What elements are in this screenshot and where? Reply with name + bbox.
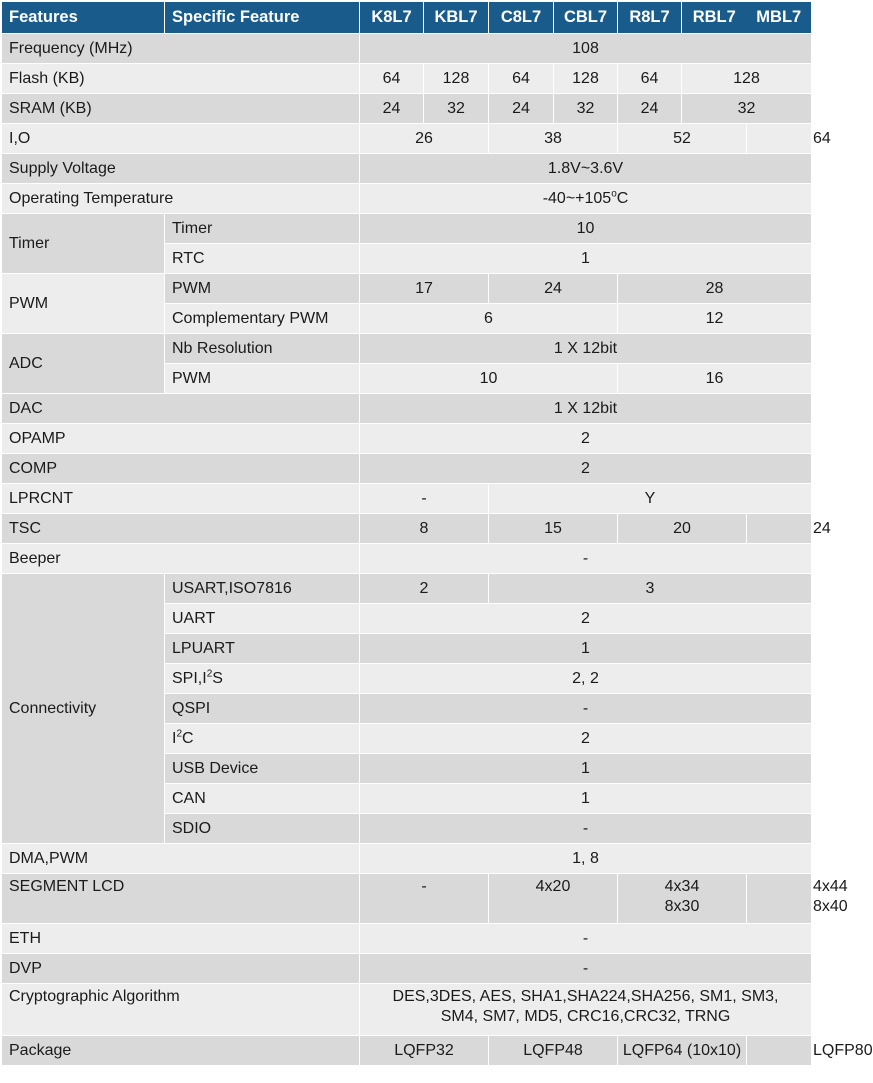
row-label: Timer [2, 214, 165, 274]
row-label: DMA,PWM [2, 844, 360, 874]
cell-value: LQFP64 (10x10) [618, 1036, 747, 1066]
spi-label-suffix: S [212, 669, 223, 687]
row-label: COMP [2, 454, 360, 484]
cell-value: 24 [360, 94, 424, 124]
feature-table [1, 1, 873, 1066]
sub-label: LPUART [165, 634, 360, 664]
sub-label: Timer [165, 214, 360, 244]
header-model: K8L7 [360, 2, 424, 34]
cell-value: 64 [618, 64, 682, 94]
spi-label-prefix: SPI,I [172, 669, 207, 687]
row-operating-temperature [2, 184, 812, 214]
header-model: CBL7 [554, 2, 618, 34]
row-timer [2, 214, 812, 244]
row-lprcnt [2, 484, 812, 514]
sub-label: Nb Resolution [165, 334, 360, 364]
sub-label: RTC [165, 244, 360, 274]
sub-label: SDIO [165, 814, 360, 844]
cell-value: 128 [682, 64, 812, 94]
cell-value: 24 [489, 94, 554, 124]
lcd-value-line: 4x34 [664, 878, 700, 895]
row-io [2, 124, 812, 154]
crypto-line: SM4, SM7, MD5, CRC16,CRC32, TRNG [440, 1008, 731, 1025]
temp-range: -40~+105 [542, 189, 612, 207]
cell-value: 64 [489, 64, 554, 94]
cell-value: 2 [360, 424, 812, 454]
row-label: TSC [2, 514, 360, 544]
cell-value: 8 [360, 514, 489, 544]
row-label: Operating Temperature [2, 184, 360, 214]
cell-value: 38 [489, 124, 618, 154]
cell-value: 1 [360, 244, 812, 274]
row-beeper [2, 544, 812, 574]
row-label: I,O [2, 124, 360, 154]
cell-value: 128 [554, 64, 618, 94]
row-label: Supply Voltage [2, 154, 360, 184]
row-label: PWM [2, 274, 165, 334]
cell-value: 24 [489, 274, 618, 304]
i2c-label-sup: 2 [176, 728, 183, 740]
cell-value: Y [489, 484, 812, 514]
row-sram [2, 94, 812, 124]
cell-value [360, 984, 812, 1036]
cell-value [360, 184, 812, 214]
cell-value: - [360, 694, 812, 724]
cell-value: 32 [424, 94, 489, 124]
cell-value: 108 [360, 34, 812, 64]
cell-value: 24 [618, 94, 682, 124]
sub-label: PWM [165, 274, 360, 304]
cell-value: LQFP80 [747, 1036, 812, 1066]
header-model-mbl7: MBL7 [756, 8, 802, 27]
cell-value: 6 [360, 304, 618, 334]
cell-value: 32 [682, 94, 812, 124]
cell-value [618, 874, 747, 924]
row-dma [2, 844, 812, 874]
sub-label: USART,ISO7816 [165, 574, 360, 604]
cell-value: 12 [618, 304, 812, 334]
row-label: DVP [2, 954, 360, 984]
header-model: C8L7 [489, 2, 554, 34]
row-label: Package [2, 1036, 360, 1066]
i2c-label-prefix: I [172, 729, 177, 747]
cell-value: 1.8V~3.6V [360, 154, 812, 184]
header-features: Features [2, 2, 165, 34]
cell-value: LQFP32 [360, 1036, 489, 1066]
row-tsc [2, 514, 812, 544]
row-label: Beeper [2, 544, 360, 574]
cell-value: 24 [747, 514, 812, 544]
row-usart [2, 574, 812, 604]
row-label: ETH [2, 924, 360, 954]
header-model [682, 2, 812, 34]
cell-value: 2 [360, 604, 812, 634]
sub-label [165, 724, 360, 754]
cell-value: - [360, 874, 489, 924]
row-supply-voltage [2, 154, 812, 184]
row-pwm [2, 274, 812, 304]
sub-label: UART [165, 604, 360, 634]
header-model: R8L7 [618, 2, 682, 34]
cell-value: 10 [360, 214, 812, 244]
cell-value: 2 [360, 724, 812, 754]
row-label: SRAM (KB) [2, 94, 360, 124]
sub-label: CAN [165, 784, 360, 814]
cell-value: 1 [360, 754, 812, 784]
row-cryptographic-algorithm [2, 984, 812, 1036]
cell-value: - [360, 924, 812, 954]
row-segment-lcd [2, 874, 812, 924]
row-adc [2, 334, 812, 364]
cell-value: 32 [554, 94, 618, 124]
sub-label [165, 664, 360, 694]
degree-sup: o [611, 188, 617, 200]
i2c-label-suffix: C [182, 729, 194, 747]
cell-value: 2 [360, 574, 489, 604]
cell-value: 1 X 12bit [360, 334, 812, 364]
cell-value: 1, 8 [360, 844, 812, 874]
row-eth [2, 924, 812, 954]
crypto-line: DES,3DES, AES, SHA1,SHA224,SHA256, SM1, SM3, [392, 988, 779, 1005]
cell-value: 64 [747, 124, 812, 154]
sub-label: Complementary PWM [165, 304, 360, 334]
row-flash [2, 64, 812, 94]
cell-value: 4x20 [489, 874, 618, 924]
header-model: KBL7 [424, 2, 489, 34]
row-label: Flash (KB) [2, 64, 360, 94]
row-label: LPRCNT [2, 484, 360, 514]
row-label: Cryptographic Algorithm [2, 984, 360, 1036]
cell-value: - [360, 544, 812, 574]
cell-value: 3 [489, 574, 812, 604]
row-dac [2, 394, 812, 424]
cell-value: - [360, 814, 812, 844]
row-label: Frequency (MHz) [2, 34, 360, 64]
lcd-value-line: 8x30 [664, 898, 700, 915]
cell-value: 1 [360, 634, 812, 664]
cell-value: LQFP48 [489, 1036, 618, 1066]
cell-value: 15 [489, 514, 618, 544]
temp-unit: C [616, 189, 629, 207]
row-opamp [2, 424, 812, 454]
row-frequency [2, 34, 812, 64]
sub-label: USB Device [165, 754, 360, 784]
cell-value: 28 [618, 274, 812, 304]
row-label: ADC [2, 334, 165, 394]
row-label: DAC [2, 394, 360, 424]
row-label: SEGMENT LCD [2, 874, 360, 924]
cell-value: - [360, 954, 812, 984]
row-label: Connectivity [2, 574, 165, 844]
cell-value: 2 [360, 454, 812, 484]
cell-value: 128 [424, 64, 489, 94]
cell-value: 2, 2 [360, 664, 812, 694]
cell-value: 20 [618, 514, 747, 544]
cell-value: 4x44 8x40 [747, 874, 812, 924]
spi-label-sup: 2 [206, 668, 213, 680]
header-model-rbl7: RBL7 [692, 8, 736, 27]
cell-value: 16 [618, 364, 812, 394]
cell-value: 26 [360, 124, 489, 154]
header-row [2, 2, 812, 34]
cell-value: 64 [360, 64, 424, 94]
row-package [2, 1036, 812, 1066]
sub-label: PWM [165, 364, 360, 394]
row-label: OPAMP [2, 424, 360, 454]
cell-value: 10 [360, 364, 618, 394]
header-specific-feature: Specific Feature [165, 2, 360, 34]
row-dvp [2, 954, 812, 984]
row-comp [2, 454, 812, 484]
cell-value: 17 [360, 274, 489, 304]
cell-value: 52 [618, 124, 747, 154]
cell-value: 1 X 12bit [360, 394, 812, 424]
cell-value: - [360, 484, 489, 514]
sub-label: QSPI [165, 694, 360, 724]
cell-value: 1 [360, 784, 812, 814]
